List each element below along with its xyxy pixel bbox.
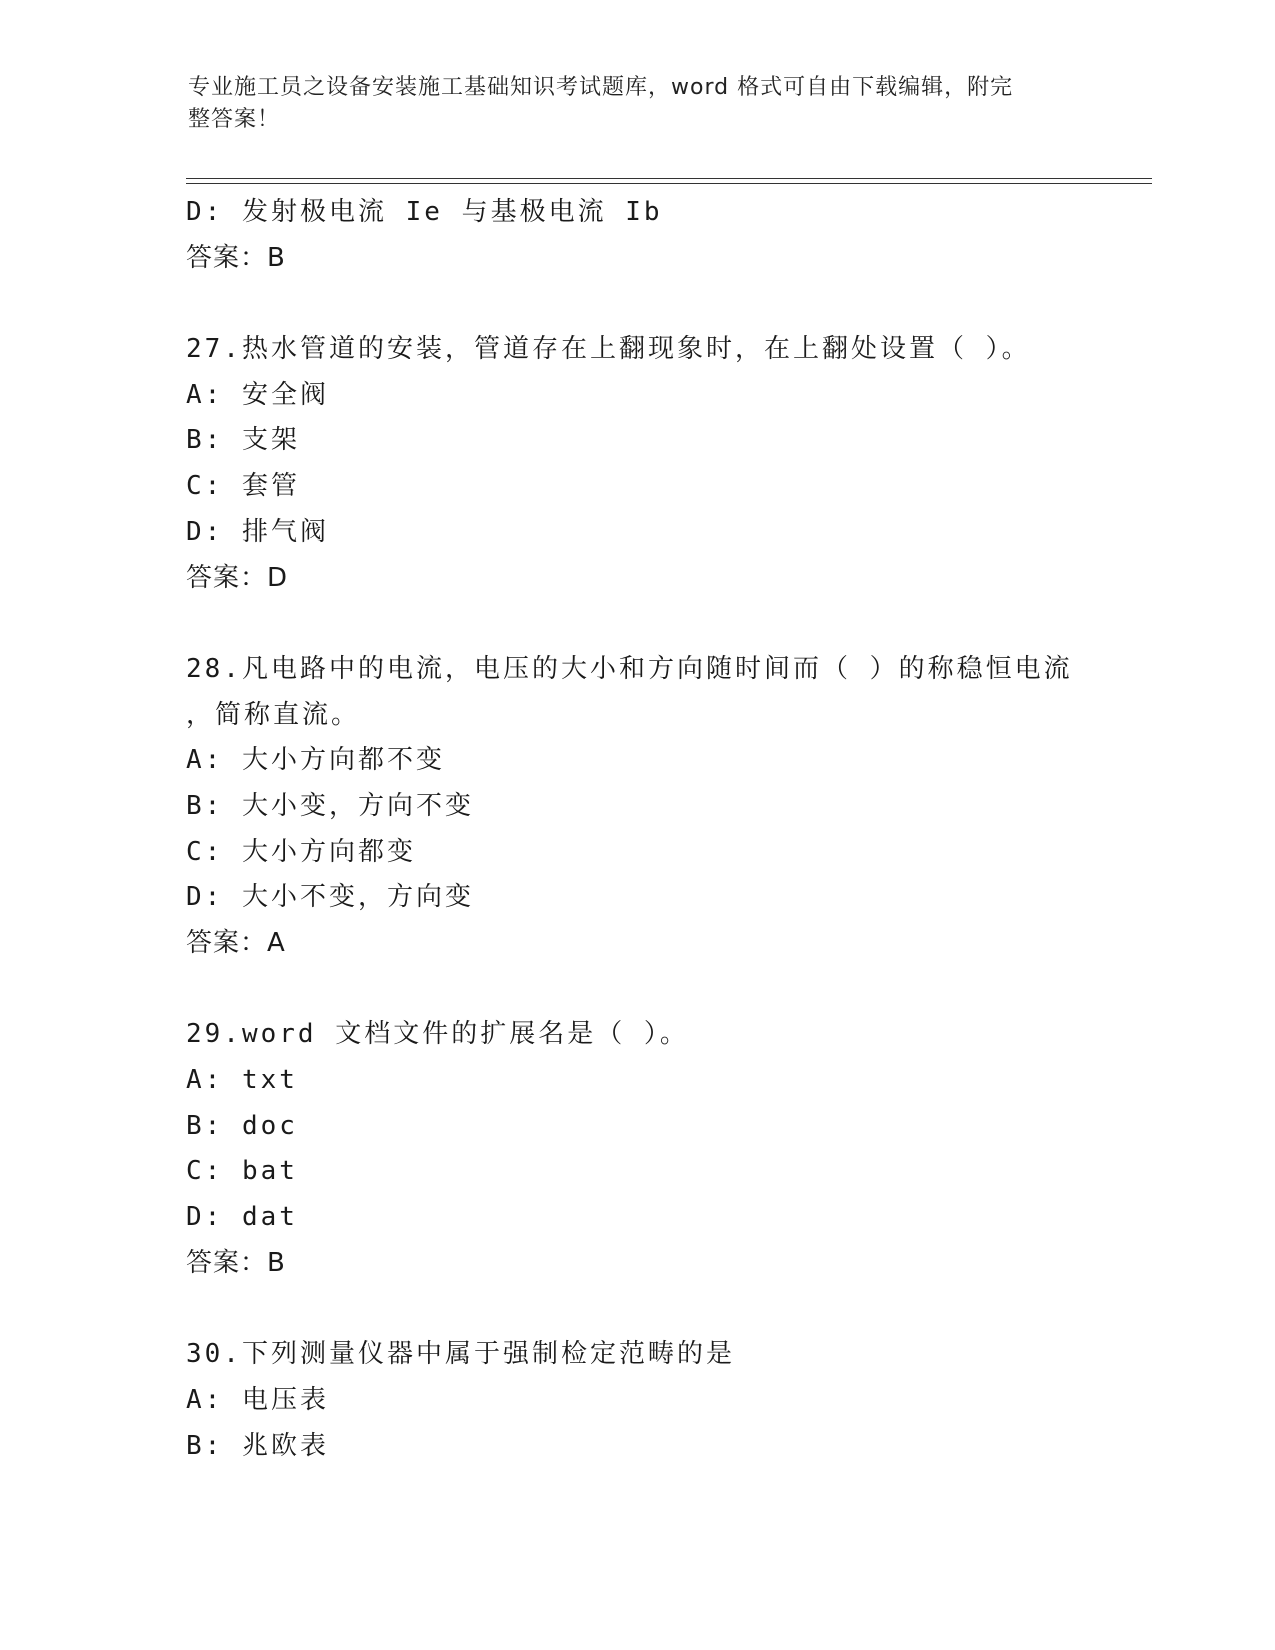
option-b: B: 支架 — [186, 425, 300, 456]
header-line-2: 整答案！ — [188, 107, 281, 132]
option-b: B: doc — [186, 1110, 298, 1141]
spacer — [186, 281, 1086, 327]
answer-text: 答案：A — [186, 928, 286, 958]
question-29 — [186, 1012, 1086, 1286]
spacer — [186, 601, 1086, 647]
option-c: C: 套管 — [186, 471, 300, 502]
question-stem: 29.word 文档文件的扩展名是（ ）。 — [186, 1019, 689, 1050]
answer-text: 答案：D — [186, 562, 289, 593]
question-stem-continued: ，简称直流。 — [186, 699, 361, 730]
option-b: B: 大小变，方向不变 — [186, 790, 474, 821]
header-rule-bottom — [186, 183, 1152, 184]
option-a: A: 电压表 — [186, 1384, 329, 1415]
option-d: D: 大小不变，方向变 — [186, 882, 474, 913]
question-27 — [186, 327, 1086, 601]
option-c: C: 大小方向都变 — [186, 836, 416, 867]
question-list — [186, 190, 1086, 1469]
option-d: D: dat — [186, 1202, 298, 1233]
question-stem: 28.凡电路中的电流，电压的大小和方向随时间而（ ）的称稳恒电流 — [186, 653, 1073, 684]
header-line-1: 专业施工员之设备安装施工基础知识考试题库，word 格式可自由下载编辑，附完 — [188, 75, 1014, 100]
option-d: D: 排气阀 — [186, 516, 329, 547]
answer-text: 答案：B — [186, 242, 286, 273]
document-header — [188, 72, 1088, 136]
answer-text: 答案：B — [186, 1247, 286, 1278]
spacer — [186, 967, 1086, 1013]
question-28 — [186, 647, 1086, 967]
question-stem: 30.下列测量仪器中属于强制检定范畴的是 — [186, 1339, 735, 1370]
header-rule-top — [186, 178, 1152, 179]
spacer — [186, 1287, 1086, 1333]
option-b: B: 兆欧表 — [186, 1430, 329, 1461]
option-a: A: 安全阀 — [186, 379, 329, 410]
option-a: A: txt — [186, 1065, 298, 1096]
question-stem: 27.热水管道的安装，管道存在上翻现象时，在上翻处设置（ ）。 — [186, 334, 1031, 365]
option-c: C: bat — [186, 1156, 298, 1187]
question-30 — [186, 1332, 1086, 1469]
question-26-tail — [186, 190, 1086, 281]
option-a: A: 大小方向都不变 — [186, 745, 445, 776]
option-d: D: 发射极电流 Ie 与基极电流 Ib — [186, 197, 663, 227]
